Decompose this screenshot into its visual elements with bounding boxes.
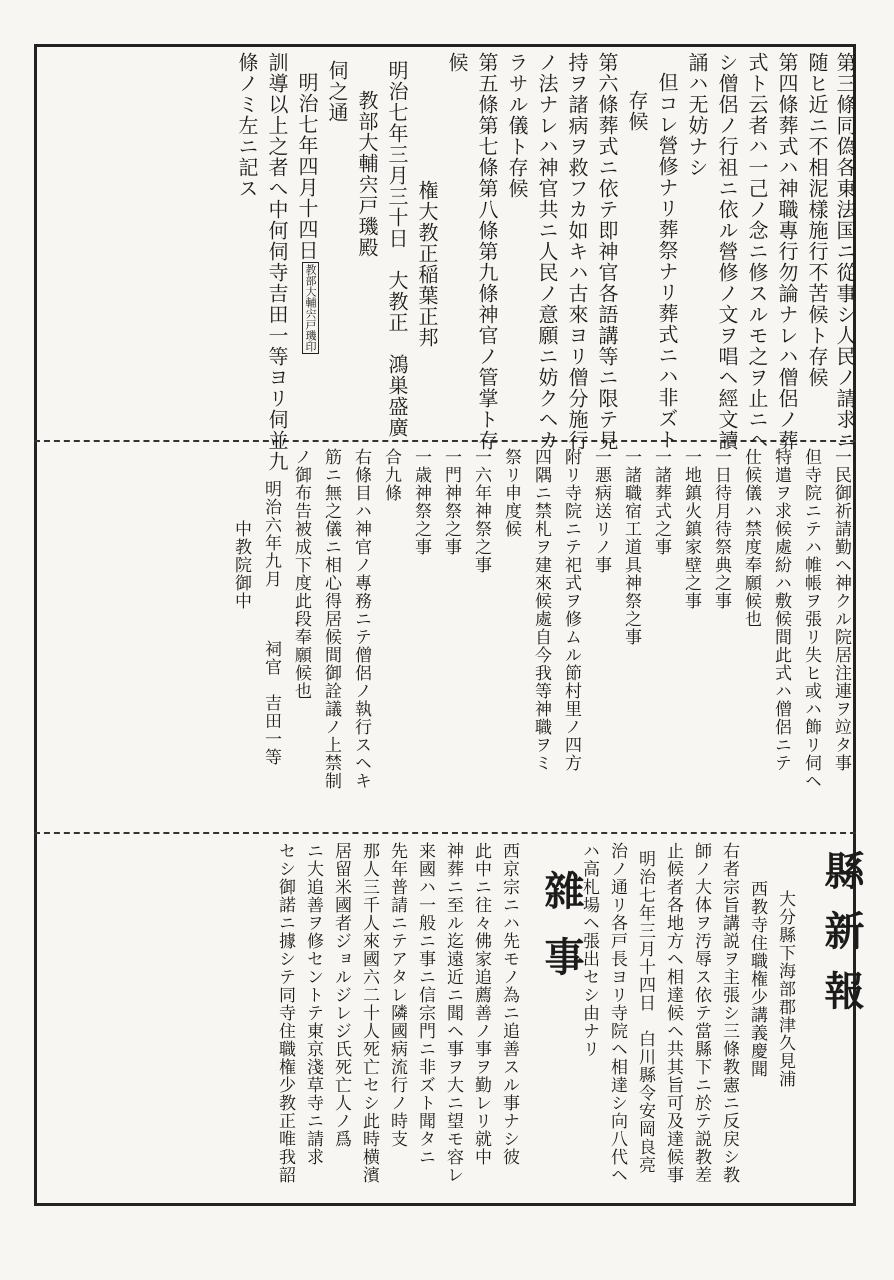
text-column: 此中ニ往々佛家追薦善ノ事ヲ勤レリ就中 <box>471 842 491 1166</box>
date-line: 明治六年九月 <box>261 480 281 588</box>
signatory: 祠官 吉田一等 <box>261 640 281 766</box>
text-column: 合九條 <box>381 448 401 502</box>
signatory: 権大教正稲葉正邦 <box>415 180 439 348</box>
text-column: 候 <box>445 52 469 73</box>
text-column: 四隅ニ禁札ヲ建來候處自今我等神職ヲミ <box>531 448 551 772</box>
text-column: 一悪病送リノ事 <box>591 448 611 574</box>
text-column: 一諸葬式之事 <box>651 448 671 556</box>
text-column: 筋ニ無之儀ニ相心得居候間御詮議ノ上禁制 <box>321 448 341 790</box>
newspaper-title: 縣新報 <box>818 850 865 1030</box>
text-column: 伺之通 <box>325 60 349 123</box>
text-column: 訓導以上之者へ中何伺寺吉田一等ヨリ伺並九 <box>265 52 289 472</box>
text-column: 一地鎮火鎮家壁之事 <box>681 448 701 610</box>
text-column: セシ御諾ニ據シテ同寺住職権少教正唯我韶 <box>275 842 295 1184</box>
text-column: 一日待月待祭典之事 <box>711 448 731 610</box>
text-column: ノ法ナレハ神官共ニ人民ノ意願ニ妨クヘカ <box>535 52 559 451</box>
text-column: 一門神祭之事 <box>441 448 461 556</box>
text-column: 西教寺住職権少講義慶聞 <box>747 880 767 1078</box>
text-column: シ僧侶ノ行祖ニ依ル營修ノ文ヲ唱ヘ經文讀 <box>715 52 739 451</box>
text-column: 持ヲ諸病ヲ救フカ如キハ古來ヨリ僧分施行 <box>565 52 589 451</box>
text-column: 西京宗ニハ先モノ為ニ追善スル事ナシ彼 <box>499 842 519 1166</box>
text-column: 大分縣下海部郡津久見浦 <box>775 890 795 1088</box>
text-column: 第五條第七條第八條第九條神官ノ管掌ト存 <box>475 52 499 451</box>
text-column: 附リ寺院ニテ祀式ヲ修ムル節村里ノ四方 <box>561 448 581 772</box>
text-column: 第四條葬式ハ神職專行勿論ナレハ僧侶ノ葬 <box>775 52 799 451</box>
section-divider-lower <box>34 832 856 834</box>
text-column: 止候者各地方ヘ相達候ヘ共其旨可及達候事 <box>663 842 683 1184</box>
text-column: 第三條同偽各東法国ニ從事シ人民ノ請求ニ <box>833 52 857 451</box>
text-column: ラサル儀ト存候 <box>505 52 529 199</box>
text-column: 但コレ營修ナリ葬祭ナリ葬式ニハ非ズト <box>655 72 679 450</box>
text-column: 先年普請ニテアタレ隣國病流行ノ時支 <box>387 842 407 1148</box>
text-column: 居留米國者ジョルジレジ氏死亡人ノ爲 <box>331 842 351 1148</box>
date-line: 明治七年三月三十日 大教正 鴻巣盛廣 <box>385 60 409 438</box>
text-column: 神葬ニ至ル迄遠近ニ聞ヘ事ヲ大ニ望モ容レ <box>443 842 463 1184</box>
text-column: 條ノミ左ニ記ス <box>235 52 259 199</box>
text-column: 式ト云者ハ一己ノ念ニ修スルモ之ヲ止ニヘ <box>745 52 769 451</box>
section-heading: 雜事 <box>538 870 585 1002</box>
date-line: 明治七年三月十四日 白川縣令安岡良亮 <box>635 850 655 1174</box>
text-column: 一諸職宿工道具神祭之事 <box>621 448 641 646</box>
text-column: 但寺院ニテハ帷帳ヲ張リ失ヒ或ハ飾リ伺ヘ <box>801 448 821 790</box>
text-column: 一六年神祭之事 <box>471 448 491 574</box>
text-column: 誦ハ无妨ナシ <box>685 52 709 178</box>
text-column: 随ヒ近ニ不相泥樣施行不苦候ト存候 <box>805 52 829 388</box>
text-column: 治ノ通リ各戸長ヨリ寺院ヘ相達シ向八代ヘ <box>607 842 627 1184</box>
text-column: 存候 <box>625 90 649 132</box>
text-column: 右條目ハ神官ノ專務ニテ僧侶ノ執行スヘキ <box>351 448 371 790</box>
text-column: ニ大追善ヲ修セントテ東京淺草寺ニ請求 <box>303 842 323 1166</box>
text-column: 第六條葬式ニ依テ即神官各語講等ニ限テ見 <box>595 52 619 451</box>
text-column: 一歳神祭之事 <box>411 448 431 556</box>
seal-note: 教部大輔宍戸璣印 <box>304 264 317 352</box>
text-column: 来國ハ一般ニ事ニ信宗門ニ非ズト聞タニ <box>415 842 435 1166</box>
date-line: 明治七年四月十四日 <box>295 72 319 261</box>
text-column: ノ御布告被成下度此段奉願候也 <box>291 448 311 700</box>
text-column: 右者宗旨講説ヲ主張シ三條教憲ニ反戻シ教 <box>719 842 739 1184</box>
text-column: 師ノ大体ヲ汚辱ス依テ當縣下ニ於テ説教差 <box>691 842 711 1184</box>
text-column: ハ高札場ヘ張出セシ由ナリ <box>579 842 599 1058</box>
text-column: 仕候儀ハ禁度奉願候也 <box>741 448 761 628</box>
addressee: 教部大輔宍戸璣殿 <box>355 90 379 258</box>
text-column: 特遣ヲ求候處紛ハ敷候間此式ハ僧侶ニテ <box>771 448 791 772</box>
addressee: 中教院御中 <box>231 520 251 610</box>
text-column: 祭リ申度候 <box>501 448 521 538</box>
text-column: 那人三千人來國六二十人死亡セシ此時横濱 <box>359 842 379 1184</box>
text-column: 一民御祈請勤ヘ神クル院居注連ヲ竝タ事 <box>831 448 851 772</box>
